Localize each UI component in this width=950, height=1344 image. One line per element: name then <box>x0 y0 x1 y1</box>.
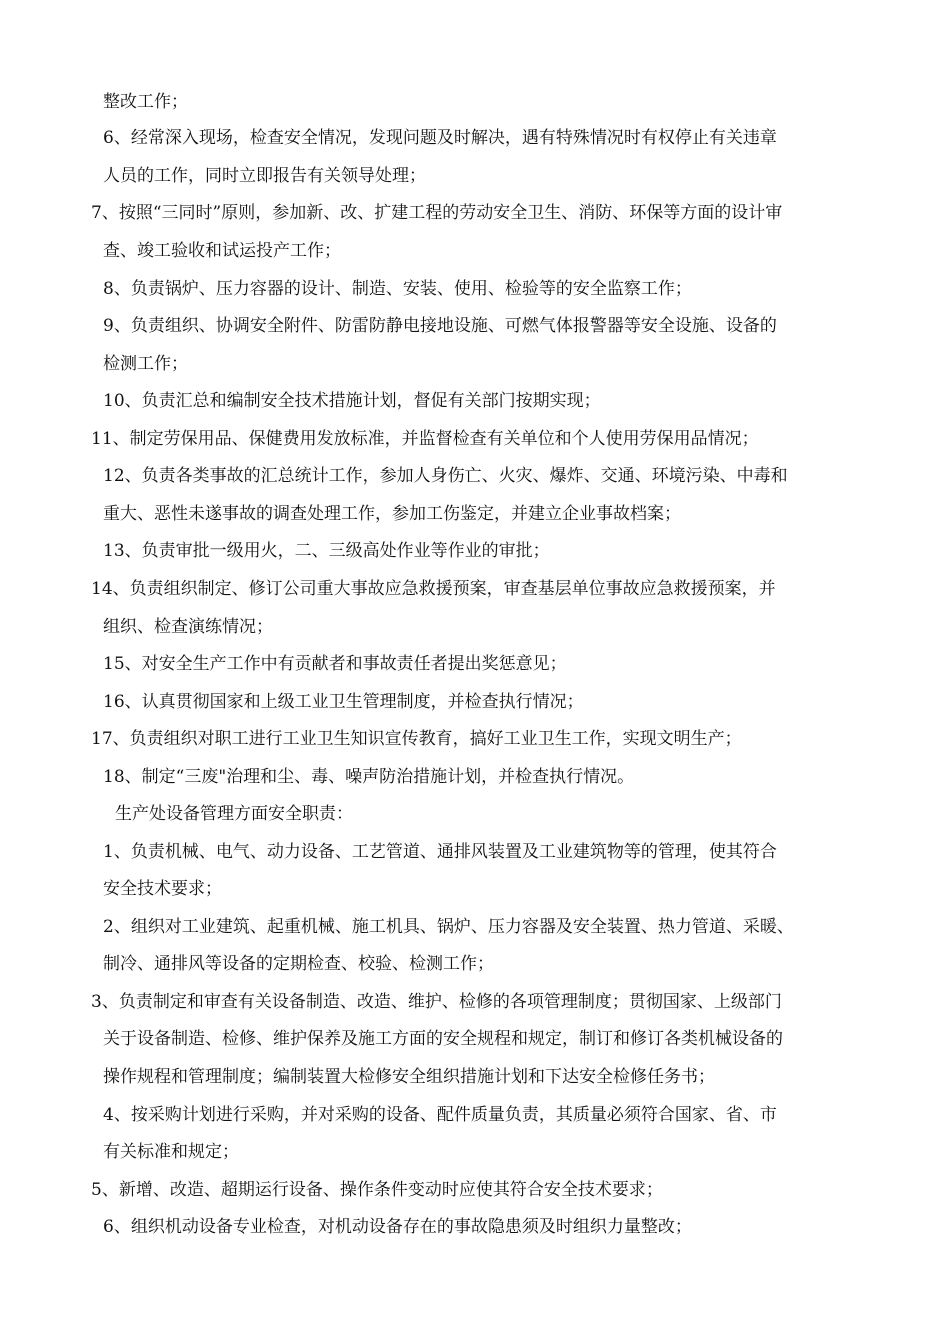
text-line: 12、负责各类事故的汇总统计工作，参加人身伤亡、火灾、爆炸、交通、环境污染、中毒和 <box>103 466 788 486</box>
text-line: 6、组织机动设备专业检查，对机动设备存在的事故隐患须及时组织力量整改； <box>103 1217 692 1237</box>
text-line: 整改工作； <box>103 92 188 112</box>
section-heading: 生产处设备管理方面安全职责： <box>115 804 353 824</box>
text-line: 有关标准和规定； <box>103 1142 239 1162</box>
text-line: 17、负责组织对职工进行工业卫生知识宣传教育，搞好工业卫生工作，实现文明生产； <box>91 729 742 749</box>
text-line: 11、制定劳保用品、保健费用发放标准，并监督检查有关单位和个人使用劳保用品情况； <box>91 429 759 449</box>
text-line: 16、认真贯彻国家和上级工业卫生管理制度，并检查执行情况； <box>103 692 584 712</box>
text-line: 查、竣工验收和试运投产工作； <box>103 241 341 261</box>
text-line: 安全技术要求； <box>103 879 222 899</box>
text-line: 重大、恶性未遂事故的调查处理工作，参加工伤鉴定，并建立企业事故档案； <box>103 504 681 524</box>
text-line: 15、对安全生产工作中有贡献者和事故责任者提出奖惩意见； <box>103 654 567 674</box>
text-line: 8、负责锅炉、压力容器的设计、制造、安装、使用、检验等的安全监察工作； <box>103 279 692 299</box>
text-line: 人员的工作，同时立即报告有关领导处理； <box>103 166 426 186</box>
text-line: 14、负责组织制定、修订公司重大事故应急救援预案，审查基层单位事故应急救援预案，并 <box>91 579 776 599</box>
text-line: 组织、检查演练情况； <box>103 617 273 637</box>
text-line: 6、经常深入现场，检查安全情况，发现问题及时解决，遇有特殊情况时有权停止有关违章 <box>103 128 777 148</box>
text-line: 7、按照“三同时”原则，参加新、改、扩建工程的劳动安全卫生、消防、环保等方面的设计审 <box>91 203 783 223</box>
text-line: 操作规程和管理制度；编制装置大检修安全组织措施计划和下达安全检修任务书； <box>103 1067 715 1087</box>
text-line: 5、新增、改造、超期运行设备、操作条件变动时应使其符合安全技术要求； <box>91 1180 663 1200</box>
text-line: 10、负责汇总和编制安全技术措施计划，督促有关部门按期实现； <box>103 391 601 411</box>
text-line: 关于设备制造、检修、维护保养及施工方面的安全规程和规定，制订和修订各类机械设备的 <box>103 1029 783 1049</box>
text-line: 13、负责审批一级用火，二、三级高处作业等作业的审批； <box>103 541 550 561</box>
text-line: 检测工作； <box>103 354 188 374</box>
text-line: 9、负责组织、协调安全附件、防雷防静电接地设施、可燃气体报警器等安全设施、设备的 <box>103 316 777 336</box>
text-line: 2、组织对工业建筑、起重机械、施工机具、锅炉、压力容器及安全装置、热力管道、采暖、 <box>103 917 794 937</box>
text-line: 1、负责机械、电气、动力设备、工艺管道、通排风装置及工业建筑物等的管理，使其符合 <box>103 842 777 862</box>
text-line: 18、制定“三废"治理和尘、毒、噪声防治措施计划，并检查执行情况。 <box>103 767 635 787</box>
text-line: 3、负责制定和审查有关设备制造、改造、维护、检修的各项管理制度；贯彻国家、上级部门 <box>91 992 782 1012</box>
text-line: 制冷、通排风等设备的定期检查、校验、检测工作； <box>103 954 494 974</box>
text-line: 4、按采购计划进行采购，并对采购的设备、配件质量负责，其质量必须符合国家、省、市 <box>103 1105 777 1125</box>
